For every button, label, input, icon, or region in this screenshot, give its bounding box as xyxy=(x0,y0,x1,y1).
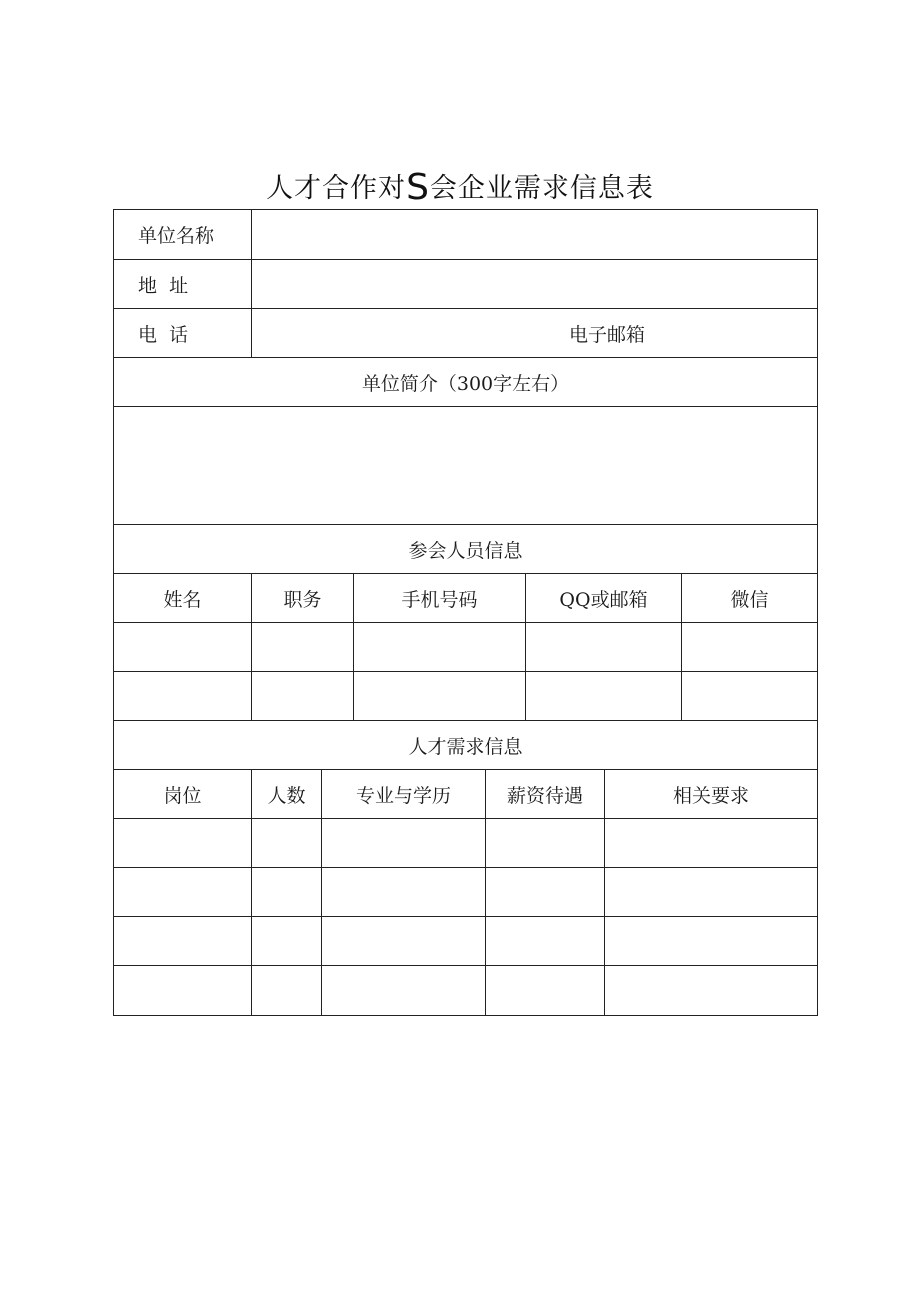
talent-headcount-cell[interactable] xyxy=(252,917,321,965)
talent-major-cell[interactable] xyxy=(322,868,485,916)
talent-post-cell[interactable] xyxy=(114,868,251,916)
attendee-col-mobile: 手机号码 xyxy=(401,588,478,611)
phone-label: 电 话 xyxy=(138,323,189,346)
attendee-mobile-cell[interactable] xyxy=(354,672,525,720)
talent-col-major-education: 专业与学历 xyxy=(355,784,451,807)
attendee-position-cell[interactable] xyxy=(252,623,353,671)
talent-section-title: 人才需求信息 xyxy=(408,735,523,758)
email-label: 电子邮箱 xyxy=(568,323,645,346)
talent-post-cell[interactable] xyxy=(114,819,251,867)
company-name-field[interactable] xyxy=(252,210,817,259)
title-s: S xyxy=(406,167,430,208)
company-name-label: 单位名称 xyxy=(138,225,215,247)
attendee-col-name: 姓名 xyxy=(163,588,202,611)
talent-requirements-cell[interactable] xyxy=(605,917,817,965)
attendee-qq-email-cell[interactable] xyxy=(526,672,681,720)
attendee-position-cell[interactable] xyxy=(252,672,353,720)
talent-major-cell[interactable] xyxy=(322,917,485,965)
attendee-col-position: 职务 xyxy=(283,588,322,611)
address-label: 地 址 xyxy=(138,274,189,297)
talent-major-cell[interactable] xyxy=(322,819,485,867)
attendee-mobile-cell[interactable] xyxy=(354,623,525,671)
attendee-name-cell[interactable] xyxy=(114,672,251,720)
talent-headcount-cell[interactable] xyxy=(252,819,321,867)
attendee-name-cell[interactable] xyxy=(114,623,251,671)
talent-headcount-cell[interactable] xyxy=(252,868,321,916)
talent-requirements-cell[interactable] xyxy=(605,868,817,916)
talent-col-requirements: 相关要求 xyxy=(672,784,749,807)
talent-post-cell[interactable] xyxy=(114,966,251,1015)
talent-col-post: 岗位 xyxy=(163,784,202,807)
talent-major-cell[interactable] xyxy=(322,966,485,1015)
talent-post-cell[interactable] xyxy=(114,917,251,965)
company-intro-header: 单位简介（300字左右） xyxy=(361,372,570,395)
title-prefix: 人才合作对 xyxy=(266,173,407,204)
talent-salary-cell[interactable] xyxy=(486,966,604,1015)
talent-salary-cell[interactable] xyxy=(486,868,604,916)
talent-salary-cell[interactable] xyxy=(486,917,604,965)
talent-requirements-cell[interactable] xyxy=(605,819,817,867)
email-field[interactable] xyxy=(692,309,817,357)
talent-col-headcount: 人数 xyxy=(267,784,306,807)
page-title xyxy=(0,166,920,208)
company-demand-form xyxy=(113,209,818,1016)
attendee-col-wechat: 微信 xyxy=(730,588,769,611)
company-intro-field[interactable] xyxy=(114,407,817,524)
attendee-qq-email-cell[interactable] xyxy=(526,623,681,671)
attendee-wechat-cell[interactable] xyxy=(682,672,817,720)
title-suffix: 会企业需求信息表 xyxy=(429,173,654,204)
attendees-section-title: 参会人员信息 xyxy=(408,539,523,562)
attendee-col-qq-email: QQ或邮箱 xyxy=(559,588,648,611)
address-field[interactable] xyxy=(252,260,817,308)
talent-salary-cell[interactable] xyxy=(486,819,604,867)
talent-headcount-cell[interactable] xyxy=(252,966,321,1015)
talent-col-salary: 薪资待遇 xyxy=(506,784,583,807)
talent-requirements-cell[interactable] xyxy=(605,966,817,1015)
attendee-wechat-cell[interactable] xyxy=(682,623,817,671)
phone-field[interactable] xyxy=(252,309,522,357)
